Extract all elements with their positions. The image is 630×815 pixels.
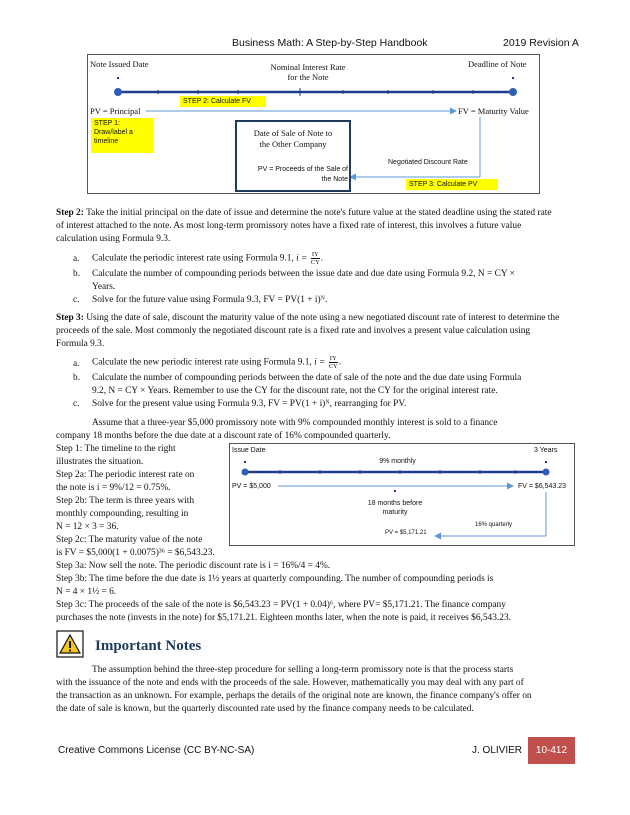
header-title: Business Math: A Step-by-Step Handbook — [232, 37, 428, 49]
timeline-figure-1 — [87, 54, 540, 194]
timeline-figure-2 — [229, 443, 575, 546]
step2-c-marker: c. — [73, 295, 80, 305]
example-step2b-2: monthly compounding, resulting in — [56, 509, 189, 519]
example-step2c-2: is FV = $5,000(1 + 0.0075)³⁶ = $6,543.23. — [56, 548, 215, 558]
pv-proceeds-label-1: PV = Proceeds of the Sale of — [257, 166, 348, 173]
step3-b-marker: b. — [73, 373, 81, 383]
footer-license: Creative Commons License (CC BY-NC-SA) — [58, 745, 255, 756]
warning-icon — [56, 630, 84, 658]
step2-a-formula: i = — [296, 253, 308, 264]
notes-body-1: The assumption behind the three-step procedure for selling a long-term promissory note is that the process starts — [92, 665, 514, 675]
notes-body-4: the date of sale is known, but the quarterly discounted rate used by the finance company needs to be calculated. — [56, 704, 474, 714]
step2-b-marker: b. — [73, 269, 81, 279]
fv-label: FV = $6,543.23 — [518, 483, 567, 490]
step3-a-fraction — [329, 355, 338, 370]
step2-highlight: STEP 2: Calculate FV — [180, 96, 266, 107]
pv-sale-label: PV = $5,171.21 — [385, 530, 427, 536]
pv-principal-label: PV = Principal — [90, 106, 141, 116]
deadline-label: Deadline of Note — [468, 59, 527, 69]
step2-a-text: Calculate the periodic interest rate using Formula 9.1, — [92, 253, 294, 264]
step2-a-item: Calculate the periodic interest rate using Formula 9.1, i = $\frac{IY}{CY}$ . — [92, 251, 324, 266]
header-revision: 2019 Revision A — [503, 37, 579, 49]
page-number: 10-412 — [528, 737, 575, 764]
frac-den: CY — [310, 259, 320, 266]
step3-c-marker: c. — [73, 399, 80, 409]
pv-5000-label: PV = $5,000 — [232, 483, 271, 490]
step3-highlight: STEP 3: Calculate PV — [406, 179, 498, 190]
nominal-rate-label-2: for the Note — [287, 72, 329, 82]
example-step3c-1: Step 3c: The proceeds of the sale of the note is $6,543.23 = PV(1 + 0.04)⁶, where PV= $5,171.21. The finance company — [56, 600, 506, 610]
months-before-label-1: 18 months before — [367, 500, 423, 507]
example-intro-2: company 18 months before the due date at a discount rate of 16% compounded quarterly. — [56, 431, 391, 441]
example-step2c-1: Step 2c: The maturity value of the note — [56, 535, 203, 545]
example-step2a-2: the note is i = 9%/12 = 0.75%. — [56, 483, 171, 493]
step3-b-text-2: 9.2, N = CY × Years. Remember to use the CY for the discount rate, not the CY for the original interest rate. — [92, 386, 498, 396]
step2-c-text: Solve for the future value using Formula 9.3, FV = PV(1 + i)ᴺ. — [92, 295, 328, 305]
example-step3b-1: Step 3b: The time before the due date is 1½ years at quarterly compounding. The number of compounding periods is — [56, 574, 494, 584]
notes-body-2: with the issuance of the note and ends with the proceeds of the sale. However, mathematically you may deal with any part of — [56, 678, 524, 688]
step3-body: Using the date of sale, discount the maturity value of the note using a new negotiated discount rate of interest to determine the proceeds of the sale. Most commonly the negotiated discount rate is a fixed rate and involves a present value calculation using Formula 9.3. — [56, 313, 560, 349]
example-step3b-2: N = 4 × 1½ = 6. — [56, 587, 117, 597]
step3-a-item: Calculate the new periodic interest rate using Formula 9.1, i = $\frac{IY}{CY}$ . — [92, 355, 342, 370]
quarterly-label: 16% quarterly — [475, 522, 513, 528]
example-intro-1: Assume that a three-year $5,000 promissory note with 9% compounded monthly interest is sold to a finance — [92, 418, 498, 428]
step3-b-text-1: Calculate the number of compounding periods between the date of sale of the note and the due date using Formula — [92, 373, 522, 383]
negotiated-rate-label: Negotiated Discount Rate — [388, 159, 468, 166]
three-years-label: 3 Years — [534, 447, 558, 454]
date-of-sale-label-1: Date of Sale of Note to — [253, 128, 333, 138]
step3-a-formula: i = — [314, 357, 326, 368]
important-notes-title: Important Notes — [95, 638, 202, 654]
frac-den-2: CY — [328, 363, 338, 370]
frac-num-2: IY — [329, 355, 337, 362]
months-before-label-2: maturity — [382, 509, 408, 516]
step2-b-text-1: Calculate the number of compounding periods between the issue date and due date using Formula 9.2, N = CY × — [92, 269, 515, 279]
step3-c-text: Solve for the present value using Formula 9.3, FV = PV(1 + i)ᴺ, rearranging for PV. — [92, 399, 407, 409]
step2-a-fraction — [311, 251, 320, 266]
rate-label: 9% monthly — [379, 458, 416, 465]
frac-num: IY — [311, 251, 319, 258]
issue-date-label: Issue Date — [232, 447, 266, 454]
footer-author: J. OLIVIER — [472, 745, 523, 756]
step2-body: Take the initial principal on the date of issue and determine the note's future value at the stated deadline using the stated rate of interest attached to the note. As most long-term promissory notes have a fixed rate of interest, this involves a future value calculation using Formula 9.3. — [56, 208, 552, 244]
step2-b-text-2: Years. — [92, 282, 116, 292]
example-step1-b: illustrates the situation. — [56, 457, 144, 467]
example-step1-a: Step 1: The timeline to the right — [56, 444, 176, 454]
example-step3a: Step 3a: Now sell the note. The periodic discount rate is i = 16%/4 = 4%. — [56, 561, 331, 571]
step2-a-marker: a. — [73, 254, 80, 264]
notes-body-3: the transaction as an unknown. For example, perhaps the details of the original note are known, the finance company's offer on — [56, 691, 532, 701]
note-issued-date-label: Note Issued Date — [90, 59, 149, 69]
step1-highlight: STEP 1: Draw/label a timeline — [91, 118, 153, 153]
nominal-rate-label-1: Nominal Interest Rate — [270, 62, 346, 72]
step2-heading: Step 2: — [56, 208, 84, 218]
example-step2b-1: Step 2b: The term is three years with — [56, 496, 195, 506]
pv-proceeds-label-2: the Note — [321, 176, 348, 183]
step3-a-marker: a. — [73, 359, 80, 369]
step3-heading: Step 3: — [56, 313, 84, 323]
example-step2b-3: N = 12 × 3 = 36. — [56, 522, 119, 532]
step2-paragraph — [56, 207, 561, 245]
step3-paragraph — [56, 312, 561, 350]
fv-maturity-label: FV = Maturity Value — [458, 106, 529, 116]
example-step3c-2: purchases the note (invests in the note) for $5,171.21. Eighteen months later, when the note is paid, it receives $6,543.23. — [56, 613, 511, 623]
example-step2a-1: Step 2a: The periodic interest rate on — [56, 470, 195, 480]
step3-a-text: Calculate the new periodic interest rate using Formula 9.1, — [92, 357, 312, 368]
date-of-sale-label-2: the Other Company — [259, 139, 327, 149]
